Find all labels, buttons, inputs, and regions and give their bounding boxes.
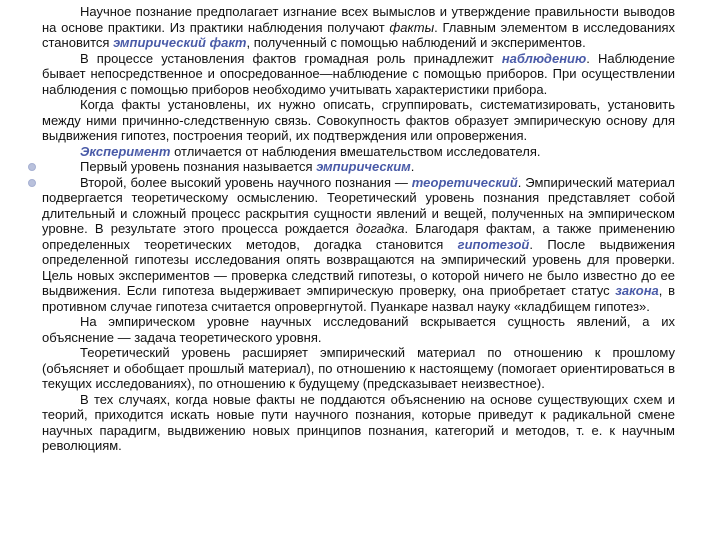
paragraph-p4 [42, 144, 675, 160]
paragraph-text: отличается от наблюдения вмешательством исследователя. [170, 143, 541, 159]
italic-text: факты [389, 19, 435, 35]
highlighted-term: теоретический [411, 174, 518, 190]
paragraph-text: . [410, 159, 415, 174]
paragraph-p7 [42, 314, 675, 345]
italic-text: догадка [356, 221, 405, 236]
paragraph-text: Первый уровень познания называется [80, 159, 317, 174]
highlighted-term: эмпирическим [316, 159, 411, 174]
document-text [42, 4, 675, 454]
paragraph-text: Второй, более высокий уровень научного познания — [80, 174, 412, 190]
paragraph-text: . После выдвижения определенной гипотезы исследования опять возвращаются на эмпирический уровень для проверки. Цель новых экспериментов — проверка следствий гипотезы, о которой ничего не было известно до ее выдвижения. Если гипотеза выдерживает эмпирическую проверку, она приобретает статус [42, 236, 675, 298]
paragraph-p8 [42, 345, 675, 392]
paragraph-text: . Наблюдение бывает непосредственное и опосредованное—наблюдение с помощью приборов. При осуществлении наблюдения с помощью приборов необходимо учитывать характеристики прибора. [42, 50, 675, 97]
highlighted-term: закона [615, 283, 659, 298]
highlighted-term: Эксперимент [80, 143, 171, 159]
highlighted-term: эмпирический факт [113, 35, 247, 50]
paragraph-p6 [42, 175, 675, 315]
paragraph-text: Когда факты установлены, их нужно описать, сгруппировать, систематизировать, установить между ними причинно-следственную связь. Совокупность фактов образует эмпирическую основу для выдвижения гипотез, построения теорий, их подтверждения или опровержения. [42, 97, 675, 143]
paragraph-text: , полученный с помощью наблюдений и экспериментов. [246, 35, 586, 50]
paragraph-p5 [42, 159, 675, 175]
paragraph-text: , в противном случае гипотеза считается опровергнутой. Пуанкаре назвал науку «кладбищем гипотез». [42, 283, 675, 314]
paragraph-p9 [42, 392, 675, 454]
bullet-icon [28, 179, 36, 187]
paragraph-p3 [42, 97, 675, 144]
paragraph-text: В тех случаях, когда новые факты не поддаются объяснению на основе существующих схем и теорий, приходится искать новые пути научного познания, которые приведут к радикальной смене научных парадигм, выдвижению новых принципов познания, категорий и методов, т. е. к научным революциям. [42, 391, 675, 453]
paragraph-p1 [42, 4, 675, 51]
paragraph-text: . Благодаря фактам, а также применению определенных теоретических методов, догадка становится [42, 221, 675, 252]
paragraph-p2 [42, 51, 675, 98]
paragraph-text: На эмпирическом уровне научных исследований вскрывается сущность явлений, а их объяснение — задача теоретического уровня. [42, 314, 675, 345]
paragraph-text: . Главным элементом в исследованиях становится [42, 19, 675, 50]
highlighted-term: наблюдению [501, 50, 587, 66]
paragraph-text: В процессе установления фактов громадная роль принадлежит [80, 50, 502, 66]
highlighted-term: гипотезой [457, 236, 530, 252]
paragraph-text: Научное познание предполагает изгнание всех вымыслов и утверждение правильности выводов на основе практики. Из практики наблюдения получают [42, 4, 675, 35]
paragraph-text: Теоретический уровень расширяет эмпирический материал по отношению к прошлому (объясняет и обобщает прошлый материал), по отношению к настоящему (помогает ориентироваться в текущих исследованиях), по отношению к будущему (предсказывает неизвестное). [42, 345, 675, 391]
paragraph-text: . Эмпирический материал подвергается теоретическому осмыслению. Теоретический уровень познания представляет собой длительный и сложный процесс раскрытия сущности явлений и вещей, полученных на эмпирическом уровне. В результате этого процесса рождается [42, 174, 675, 236]
bullet-icon [28, 163, 36, 171]
